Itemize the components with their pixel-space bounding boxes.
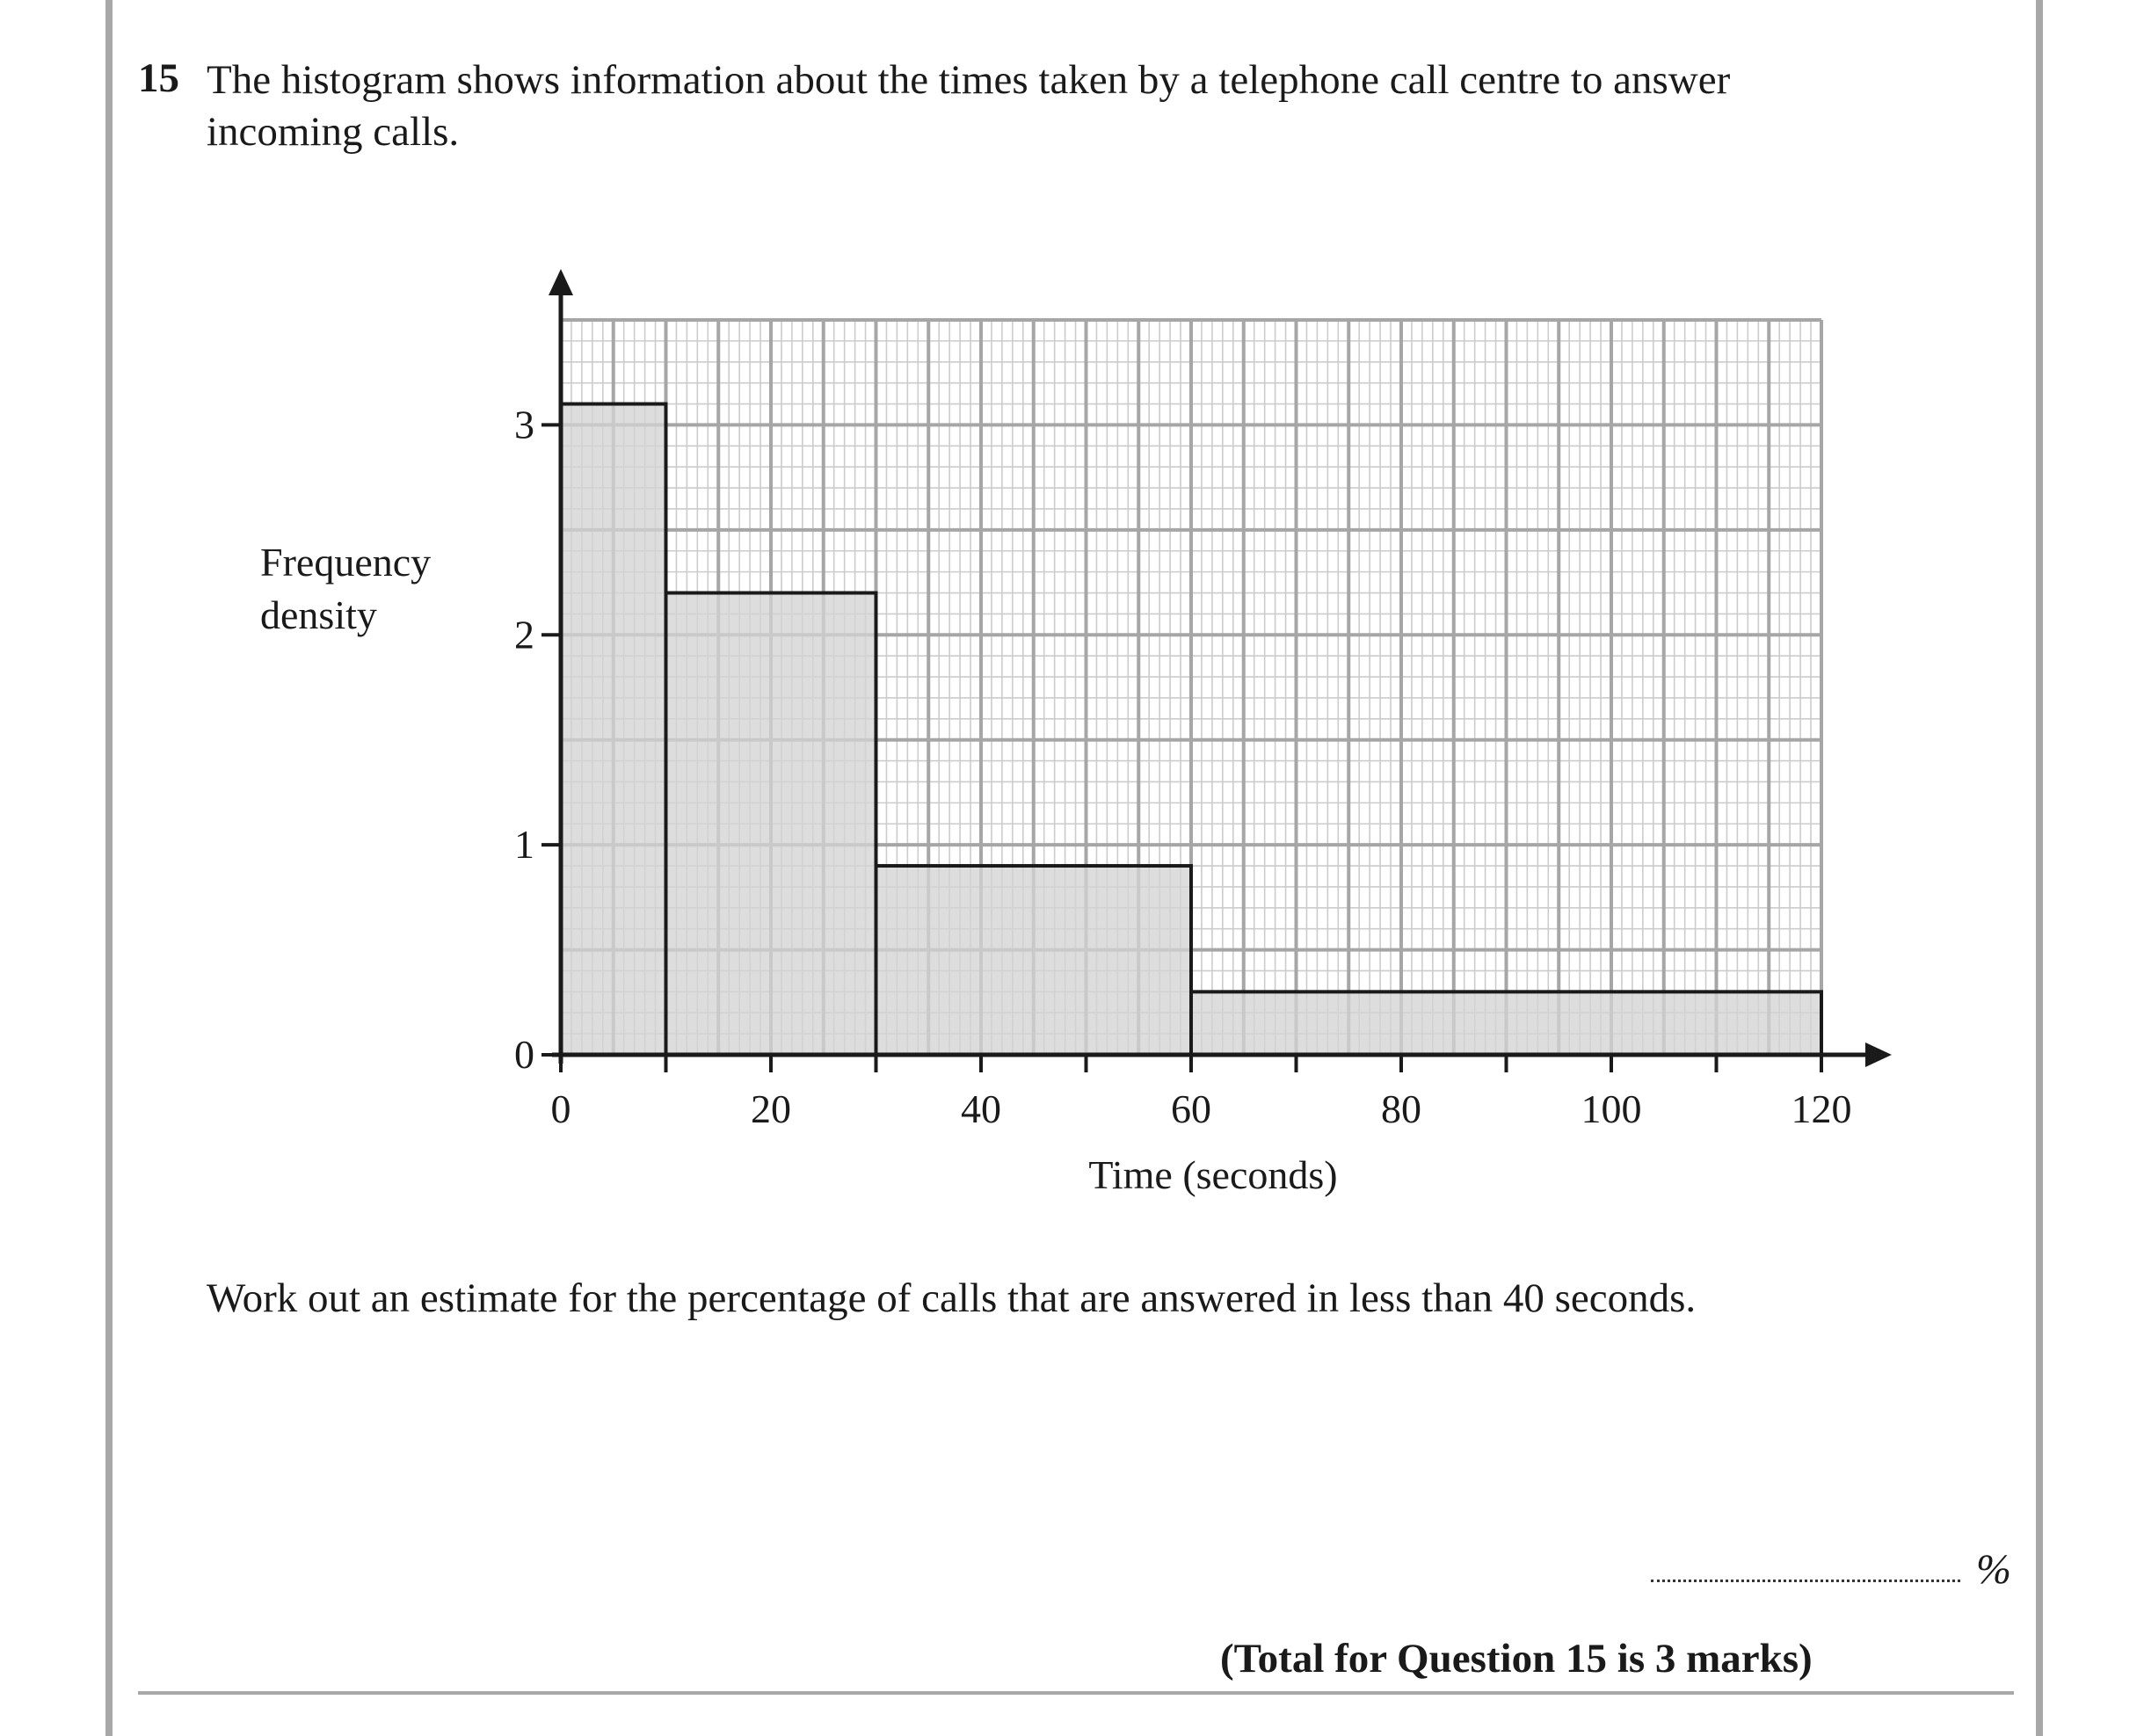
histogram-bar-4 <box>1191 991 1821 1055</box>
y-axis-label-line: density <box>260 592 377 637</box>
histogram-bar-2 <box>666 593 876 1055</box>
y-tick-label: 3 <box>514 402 534 447</box>
y-tick-label: 1 <box>514 822 534 868</box>
y-axis-label <box>260 540 431 637</box>
x-tick-label: 20 <box>751 1086 791 1131</box>
question-text: The histogram shows information about the times taken by a telephone call centre to answer incoming calls. <box>207 57 1731 155</box>
x-tick-label: 0 <box>550 1086 571 1131</box>
answer-unit: % <box>1976 1546 2011 1593</box>
x-axis-label: Time (seconds) <box>1088 1152 1338 1197</box>
bottom-rule <box>138 1691 2014 1695</box>
y-tick-label: 2 <box>514 612 534 657</box>
y-tick-label: 0 <box>514 1032 534 1077</box>
task-text: Work out an estimate for the percentage of calls that are answered in less than 40 seconds. <box>207 1275 1697 1321</box>
x-tick-label: 100 <box>1581 1086 1642 1131</box>
answer-line[interactable] <box>1651 1580 1960 1582</box>
histogram-bar-3 <box>876 866 1192 1055</box>
total-marks: (Total for Question 15 is 3 marks) <box>1220 1636 1813 1682</box>
y-axis-label-line: Frequency <box>260 540 432 585</box>
x-tick-label: 40 <box>961 1086 1001 1131</box>
x-tick-label: 120 <box>1791 1086 1852 1131</box>
question-number: 15 <box>138 55 179 101</box>
x-axis-arrowhead <box>1865 1042 1892 1067</box>
y-axis-arrowhead <box>549 269 573 295</box>
histogram-bar-1 <box>561 404 666 1055</box>
x-tick-label: 80 <box>1381 1086 1421 1131</box>
x-tick-label: 60 <box>1171 1086 1211 1131</box>
